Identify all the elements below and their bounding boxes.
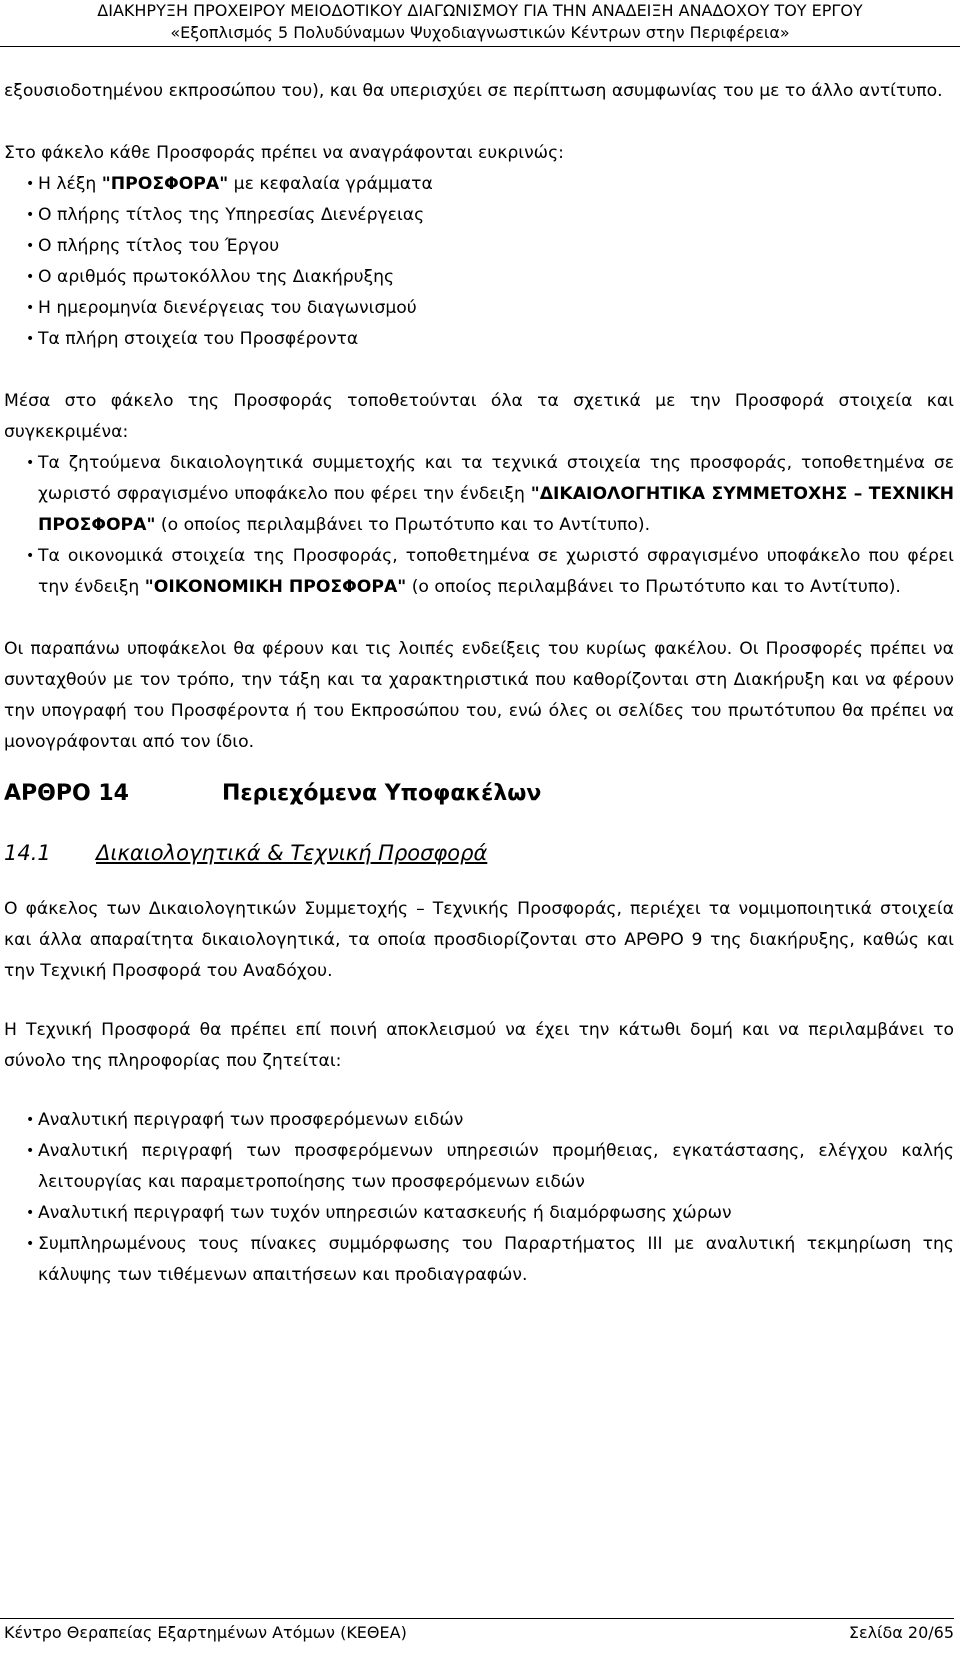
paragraph-envelope-contents: Μέσα στο φάκελο της Προσφοράς τοποθετούνται όλα τα σχετικά με την Προσφορά στοιχεία και συγκεκριμένα: [4, 391, 954, 442]
section-heading [4, 836, 954, 870]
list-item: • Ο πλήρης τίτλος της Υπηρεσίας Διενέργειας [4, 200, 954, 231]
list-item: • Η ημερομηνία διενέργειας του διαγωνισμού [4, 293, 954, 324]
list-item: • Αναλυτική περιγραφή των προσφερόμενων υπηρεσιών προμήθειας, εγκατάστασης, ελέγχου καλής λειτουργίας και παραμετροποίησης των προσφερόμενων ειδών [4, 1136, 954, 1198]
technical-offer-structure-list [4, 1105, 954, 1291]
paragraph-continuation: εξουσιοδοτημένου εκπροσώπου του), και θα υπερισχύει σε περίπτωση ασυμφωνίας του με το άλλο αντίτυπο. [4, 81, 943, 101]
section-number: 14.1 [4, 841, 51, 865]
list-item: • Συμπληρωμένους τους πίνακες συμμόρφωσης του Παραρτήματος III με αναλυτική τεκμηρίωση της κάλυψης των τιθέμενων απαιτήσεων και προδιαγραφών. [4, 1229, 954, 1291]
list-item: • Τα πλήρη στοιχεία του Προσφέροντα [4, 324, 954, 355]
list-item: • Τα ζητούμενα δικαιολογητικά συμμετοχής και τα τεχνικά στοιχεία της προσφοράς, τοποθετημένα σε χωριστό σφραγισμένο υποφάκελο που φέρει την ένδειξη "ΔΙΚΑΙΟΛΟΓΗΤΙΚΑ ΣΥΜΜΕΤΟΧΗΣ – ΤΕΧΝΙΚΗ ΠΡΟΣΦΟΡΑ" (ο οποίος περιλαμβάνει το Πρωτότυπο και το Αντίτυπο). [4, 448, 954, 541]
article-heading [4, 776, 954, 812]
list-item: • Ο αριθμός πρωτοκόλλου της Διακήρυξης [4, 262, 954, 293]
list-item: • Τα οικονομικά στοιχεία της Προσφοράς, τοποθετημένα σε χωριστό σφραγισμένο υποφάκελο που φέρει την ένδειξη "ΟΙΚΟΝΟΜΙΚΗ ΠΡΟΣΦΟΡΑ" (ο οποίος περιλαμβάνει το Πρωτότυπο και το Αντίτυπο). [4, 541, 954, 603]
envelope-requirements-list [4, 169, 954, 355]
section-title: Δικαιολογητικά & Τεχνική Προσφορά [96, 841, 488, 865]
footer-organization: Κέντρο Θεραπείας Εξαρτημένων Ατόμων (ΚΕΘΕΑ) [4, 1623, 407, 1642]
list-item: • Η λέξη "ΠΡΟΣΦΟΡΑ" με κεφαλαία γράμματα [4, 169, 954, 200]
list-item: • Αναλυτική περιγραφή των προσφερόμενων ειδών [4, 1105, 954, 1136]
header-rule [0, 46, 960, 47]
paragraph-technical-offer: Η Τεχνική Προσφορά θα πρέπει επί ποινή αποκλεισμού να έχει την κάτωθι δομή και να περιλαμβάνει το σύνολο της πληροφορίας που ζητείται: [4, 1020, 954, 1071]
header-line-1: ΔΙΑΚΗΡΥΞΗ ΠΡΟΧΕΙΡΟΥ ΜΕΙΟΔΟΤΙΚΟΥ ΔΙΑΓΩΝΙΣΜΟΥ ΓΙΑ ΤΗΝ ΑΝΑΔΕΙΞΗ ΑΝΑΔΟΧΟΥ ΤΟΥ ΕΡΓΟΥ [97, 1, 863, 20]
bold-term: "ΔΙΚΑΙΟΛΟΓΗΤΙΚΑ ΣΥΜΜΕΤΟΧΗΣ – ΤΕΧΝΙΚΗ ΠΡΟΣΦΟΡΑ" [38, 484, 954, 535]
header-line-2: «Εξοπλισμός 5 Πολυδύναμων Ψυχοδιαγνωστικών Κέντρων στην Περιφέρεια» [170, 23, 790, 42]
article-title: Περιεχόμενα Υποφακέλων [222, 781, 542, 806]
paragraph-documents-envelope: Ο φάκελος των Δικαιολογητικών Συμμετοχής – Τεχνικής Προσφοράς, περιέχει τα νομιμοποιητικά στοιχεία και άλλα απαραίτητα δικαιολογητικά, τα οποία προσδιορίζονται στο ΑΡΘΡΟ 9 της διακήρυξης, καθώς και την Τεχνική Προσφορά του Αναδόχου. [4, 899, 954, 981]
bold-term: "ΠΡΟΣΦΟΡΑ" [101, 174, 229, 194]
sub-envelopes-list [4, 448, 954, 603]
document-body [4, 76, 954, 1291]
page-number: Σελίδα 20/65 [848, 1623, 954, 1642]
bold-term: "ΟΙΚΟΝΟΜΙΚΗ ΠΡΟΣΦΟΡΑ" [144, 577, 407, 597]
article-number: ΑΡΘΡΟ 14 [4, 781, 129, 806]
paragraph-envelope-intro: Στο φάκελο κάθε Προσφοράς πρέπει να αναγράφονται ευκρινώς: [4, 143, 564, 163]
footer-rule [0, 1618, 954, 1619]
list-item: • Ο πλήρης τίτλος του Έργου [4, 231, 954, 262]
list-item: • Αναλυτική περιγραφή των τυχόν υπηρεσιών κατασκευής ή διαμόρφωσης χώρων [4, 1198, 954, 1229]
paragraph-sub-envelopes: Οι παραπάνω υποφάκελοι θα φέρουν και τις λοιπές ενδείξεις του κυρίως φακέλου. Οι Προσφορές πρέπει να συνταχθούν με τον τρόπο, την τάξη και τα χαρακτηριστικά που καθορίζονται στη Διακήρυξη και να φέρουν την υπογραφή του Προσφέροντα ή του Εκπροσώπου του, ενώ όλες οι σελίδες του πρωτότυπου θα πρέπει να μονογράφονται από τον ίδιο. [4, 639, 954, 752]
page-header [0, 0, 960, 44]
